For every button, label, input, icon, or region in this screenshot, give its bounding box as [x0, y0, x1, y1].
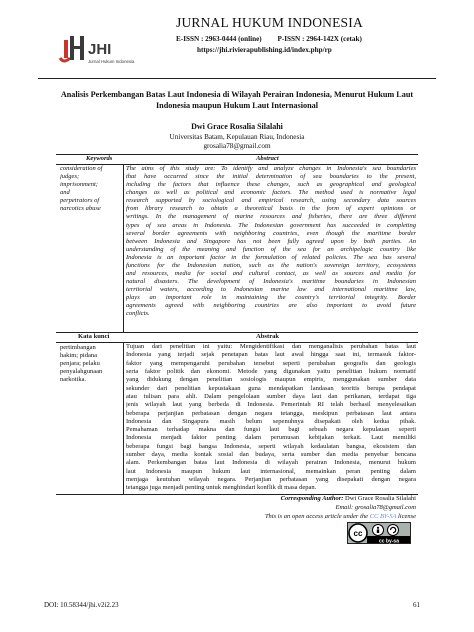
text-line: functions for the Indonesian nation, such as the nation's sovereign territory, ecosystems: [126, 261, 416, 269]
column-divider: [123, 342, 124, 494]
eissn: E-ISSN : 2963-0444 (online): [176, 35, 262, 43]
text-line: judges;: [60, 173, 80, 181]
english-keywords: [60, 165, 122, 214]
text-line: sekunder dari penelitian kepustakaan guna mendapatkan landasan teoritis berupa pendapat: [126, 384, 416, 392]
text-line: changes as well as political and economic factors. The method used is normative legal: [126, 189, 416, 197]
issn-line: [176, 35, 376, 43]
corresponding-author: [281, 495, 416, 502]
text-line: pertimbangan: [60, 344, 96, 351]
text-line: narcotics abuse: [60, 205, 101, 213]
text-line: understanding of the meaning and function of the sea for an archipelagic country like: [126, 245, 416, 253]
text-line: Pemahaman terhadap makna dan fungsi laut bagi sebuah negara kepulauan seperti: [126, 426, 416, 434]
text-line: and resources, media for social and cultural contact, as well as sources and media for: [126, 270, 416, 278]
text-line: imprisonment;: [60, 181, 98, 189]
english-abstract: [126, 165, 416, 318]
keywords-header: Keywords: [86, 155, 113, 162]
journal-title: JURNAL HUKUM INDONESIA: [176, 15, 363, 30]
author-email: grosalia78@gmail.com: [203, 142, 271, 150]
english-table-header: [56, 155, 418, 164]
text-line: beberapa fungsi bagi bangsa Indonesia, seperti wilayah kedaulatan bangsa, ekosistem dan: [126, 442, 416, 450]
text-line: atau tulisan para ahli. Dalam pengelolaan sumber daya laut dan perikanan, terdapat tiga: [126, 392, 416, 400]
text-line: consideration of: [60, 165, 103, 172]
indonesian-keywords: [60, 344, 122, 384]
cc-badge-text: cc by-sa: [378, 538, 400, 544]
cc-badge-icon: [347, 522, 411, 544]
text-line: that have occurred since the initial determination of sea boundaries to the present,: [126, 173, 416, 181]
text-line: menjaga keutuhan wilayah negara. Perjanjian perbatasan yang disepakati dengan negara: [126, 476, 416, 483]
license-link[interactable]: CC BY-SA: [369, 513, 397, 520]
header-rule: [38, 78, 436, 79]
text-line: faktor yang mempengaruhi perubahan tersebut seperti perubahan geografis dan geologis: [126, 359, 416, 367]
text-line: and: [60, 189, 70, 197]
text-line: penyalahgunaan: [60, 368, 103, 376]
jhi-logo-icon: [58, 32, 140, 70]
article-title: Analisis Perkembangan Batas Laut Indonesia di Wilayah Perairan Indonesia, Menurut Hukum Laut Indonesia maupun Hukum Laut Internasional: [60, 90, 414, 110]
text-line: sumber daya, media kontak sosial dan budaya, serta sumber dan media penyebar bencana: [126, 451, 416, 459]
logo-text: JHI: [88, 41, 112, 58]
author-name: Dwi Grace Rosalia Silalahi: [191, 122, 283, 131]
text-line: conflicts.: [126, 310, 150, 318]
text-line: perpetrators of: [60, 197, 100, 205]
corr-label: Corresponding Author:: [280, 495, 344, 502]
pissn: P-ISSN : 2964-142X (cetak): [277, 35, 362, 43]
license-suffix: license: [397, 513, 416, 520]
text-line: writings. In the management of marine resources and fisheries, there are three different: [126, 213, 416, 221]
license-prefix: This is an open access article under the: [264, 513, 369, 520]
text-line: natural disasters. The development of Indonesia's maritime boundaries in Indonesian: [126, 278, 416, 286]
page-number: 61: [413, 601, 420, 609]
text-line: Indonesia menjadi faktor penting dalam perumusan kebijakan terkait. Laut memiliki: [126, 434, 416, 442]
text-line: Tujuan dari penelitian ini yaitu: Mengidentifikasi dan menganalisis perubahan batas laut: [126, 343, 416, 350]
text-line: penjara; pelaku: [60, 360, 100, 368]
text-line: Indonesia yang terjadi sejak penetapan batas laut awal hingga saat ini, termasuk faktor-: [126, 351, 416, 359]
text-line: Indonesia is an important factor in the formulation of related policies. The sea has several: [126, 253, 416, 261]
text-line: including the factors that influence these changes, such as geographical and geological: [126, 181, 416, 189]
text-line: from library research to obtain a theoretical basis in the form of expert opinions or: [126, 205, 416, 213]
corresponding-email: [336, 504, 417, 511]
doi[interactable]: DOI: 10.58344/jhi.v2i2.23: [44, 601, 119, 609]
jhi-logo: [58, 32, 140, 70]
text-line: plays an important role in maintaining the country's territorial integrity. Border: [126, 294, 416, 302]
text-line: narkotika.: [60, 376, 87, 384]
author-affiliation: Universitas Batam, Kepulauan Riau, Indonesia: [169, 133, 305, 141]
text-line: agreements agreed with neighboring countries are also important to avoid future: [126, 302, 416, 310]
corr-name: Dwi Grace Rosalia Silalahi: [345, 495, 416, 502]
cc-by-sa-badge[interactable]: [347, 522, 411, 544]
text-line: Indonesia dan Singapura masih belum sepenuhnya disepakati oleh kedua pihak.: [126, 417, 416, 425]
indonesian-table-header: [56, 333, 418, 342]
indonesian-abstract: [126, 343, 416, 493]
text-line: jenis wilayah laut yang berbeda di Indonesia. Pemerintah RI telah berhasil menyelesaikan: [126, 401, 416, 409]
text-line: territorial waters, according to Indonesian marine law and international maritime law,: [126, 286, 416, 294]
column-divider: [123, 164, 124, 332]
text-line: laut Indonesia maupun hukum laut internasional, memainkan peran penting dalam: [126, 467, 416, 475]
corr-email-value[interactable]: grosalia78@gmail.com: [354, 504, 416, 511]
text-line: yang didukung dengan penelitian sosiologis maupun empiris, menggunakan sumber data: [126, 376, 416, 384]
corr-email-label: Email:: [335, 504, 354, 511]
abstract-header: Abstract: [256, 155, 279, 162]
kata-kunci-header: Kata kunci: [78, 333, 110, 340]
text-line: serta faktor politik dan ekonomi. Metode yang digunakan yaitu penelitian hukum normatif: [126, 367, 416, 375]
text-line: types of sea areas in Indonesia. The Indonesian government has succeeded in completing: [126, 221, 416, 229]
text-line: several border agreements with neighboring countries, even though the maritime border: [126, 229, 416, 237]
text-line: beberapa perjanjian perbatasan dengan negara tetangga, meskipun perbatasan laut antara: [126, 409, 416, 417]
text-line: hakim; pidana: [60, 352, 98, 360]
svg-text:cc: cc: [353, 529, 363, 538]
journal-url[interactable]: https://jhi.rivierapublishing.id/index.php/rp: [197, 46, 332, 54]
text-line: research supported by sociological and empirical research, using secondary data sources: [126, 197, 416, 205]
text-line: The aims of this study are: To identify and analyze changes in Indonesia's sea boundaries: [126, 165, 416, 172]
abstrak-header: Abstrak: [256, 333, 280, 340]
license-line: [265, 513, 416, 520]
logo-subtext: Jurnal Hukum Indonesia: [88, 59, 135, 64]
text-line: tetangga juga menjadi penting untuk menghindari konflik di masa depan.: [126, 484, 317, 492]
text-line: between Indonesia and Singapore has not been fully agreed upon by both parties. An: [126, 237, 416, 245]
text-line: alam. Perkembangan batas laut Indonesia di wilayah perairan Indonesia, menurut hukum: [126, 459, 416, 467]
